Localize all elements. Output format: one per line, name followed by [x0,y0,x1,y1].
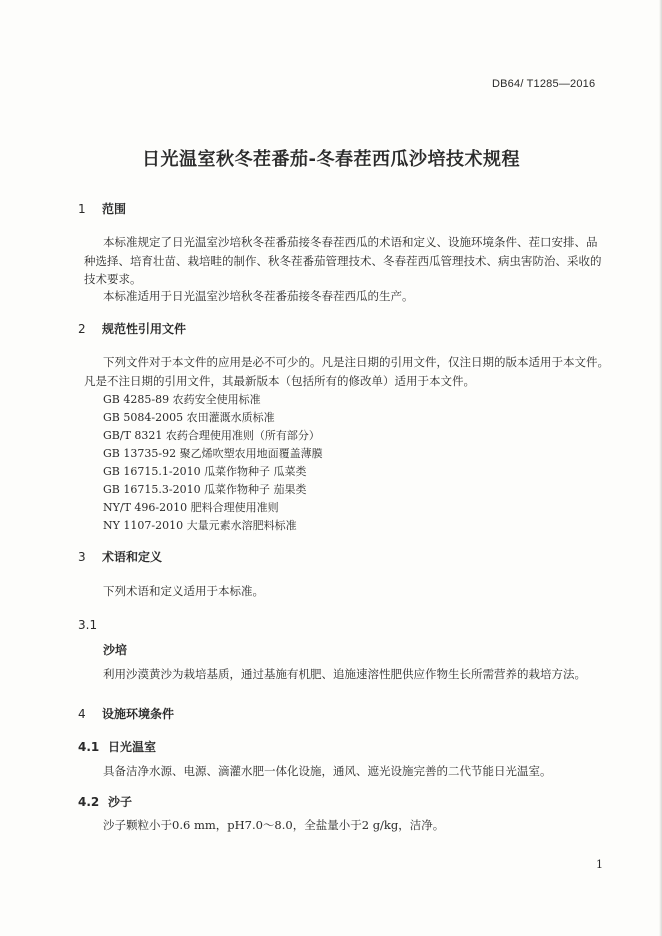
subsection-4-1-title: 日光温室 [108,740,157,754]
section-2-heading [78,320,186,337]
reference-item: GB 16715.3-2010 瓜菜作物种子 茄果类 [103,483,307,496]
document-number: DB64/ T1285—2016 [492,78,596,90]
section-4-title: 设施环境条件 [102,707,175,721]
section-3-para: 下列术语和定义适用于本标准。 [103,584,264,598]
reference-item: GB 16715.1-2010 瓜菜作物种子 瓜菜类 [103,465,307,478]
reference-item: NY 1107-2010 大量元素水溶肥料标准 [103,519,297,532]
reference-item: GB 5084-2005 农田灌溉水质标准 [103,411,275,424]
section-1-para-2: 本标准适用于日光温室沙培秋冬茬番茄接冬春茬西瓜的生产。 [103,289,414,303]
subsection-4-1-number: 4.1 [78,740,100,754]
section-3-title: 术语和定义 [102,550,163,564]
subsection-4-1-heading [78,738,156,755]
document-title: 日光温室秋冬茬番茄-冬春茬西瓜沙培技术规程 [142,149,520,170]
page-number: 1 [596,858,603,871]
term-definition: 利用沙漠黄沙为栽培基质，通过基施有机肥、追施速溶性肥供应作物生长所需营养的栽培方法。 [103,667,586,681]
section-3-heading [78,548,162,565]
subsection-4-2-text: 沙子颗粒小于0.6 mm，pH7.0～8.0，全盐量小于2 g/kg，洁净。 [103,818,445,832]
subsection-4-2-heading [78,793,132,810]
section-1-title: 范围 [102,202,127,216]
reference-item: GB/T 8321 农药合理使用准则（所有部分） [103,429,320,442]
section-1-para-line-1: 本标准规定了日光温室沙培秋冬茬番茄接冬春茬西瓜的术语和定义、设施环境条件、茬口安排、品 [103,235,598,249]
reference-item: GB 4285-89 农药安全使用标准 [103,393,261,406]
section-1-para-line-3: 技术要求。 [84,272,142,286]
section-1-para-line-2: 种选择、培育壮苗、栽培畦的制作、秋冬茬番茄管理技术、冬春茬西瓜管理技术、病虫害防治、采收的 [84,254,602,268]
section-2-para-line-2: 凡是不注日期的引用文件，其最新版本（包括所有的修改单）适用于本文件。 [84,374,475,388]
section-3-number: 3 [78,550,86,564]
reference-item: NY/T 496-2010 肥料合理使用准则 [103,501,279,514]
reference-item: GB 13735-92 聚乙烯吹塑农用地面覆盖薄膜 [103,447,323,460]
subsection-4-1-text: 具备洁净水源、电源、滴灌水肥一体化设施，通风、遮光设施完善的二代节能日光温室。 [103,764,552,778]
section-4-heading [78,705,174,722]
subsection-3-1-number: 3.1 [78,618,98,632]
subsection-4-2-title: 沙子 [108,795,133,809]
section-2-title: 规范性引用文件 [102,322,187,336]
section-4-number: 4 [78,707,86,721]
section-1-heading [78,200,126,217]
term-name: 沙培 [103,643,128,657]
subsection-4-2-number: 4.2 [78,795,100,809]
section-2-para-line-1: 下列文件对于本文件的应用是必不可少的。凡是注日期的引用文件，仅注日期的版本适用于本文件。 [103,355,609,369]
section-1-number: 1 [78,202,86,216]
section-2-number: 2 [78,322,86,336]
